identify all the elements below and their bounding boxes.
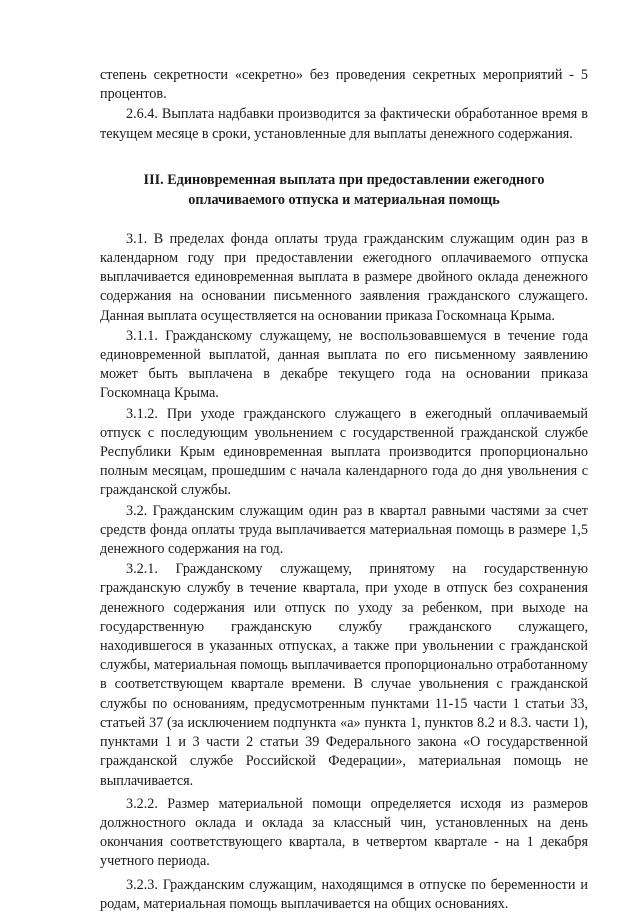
paragraph-3-1-2: 3.1.2. При уходе гражданского служащего в ежегодный оплачиваемый отпуск с последующим увольнением с государственной гражданской службе Республики Крым единовременная выплата производится пропорционально полным месяцам, прошедшим с начала календарного года до дня увольнения с гражданской службы. (100, 405, 588, 499)
section-heading-line2: оплачиваемого отпуска и материальная помощь (188, 191, 500, 208)
paragraph-3-2-2: 3.2.2. Размер материальной помощи определяется исходя из размеров должностного оклада и оклада за классный чин, установленных на день окончания соответствующего квартала, в четвертом квартале - на 1 декабря учетного периода. (100, 795, 588, 870)
section-heading (100, 170, 588, 210)
paragraph-3-1: 3.1. В пределах фонда оплаты труда гражданским служащим один раз в календарном году при предоставлении ежегодного оплачиваемого отпуска выплачивается единовременная выплата в размере двойного оклада денежного содержания на основании письменного заявления гражданского служащего. Данная выплата осуществляется на основании приказа Госкомнаца Крыма. (100, 230, 588, 324)
paragraph-continuation: степень секретности «секретно» без проведения секретных мероприятий - 5 процентов. (100, 67, 588, 103)
section-heading-line1: III. Единовременная выплата при предоставлении ежегодного (143, 171, 545, 188)
paragraph-3-2-3: 3.2.3. Гражданским служащим, находящимся в отпуске по беременности и родам, материальная помощь выплачивается на общих основаниях. (100, 876, 588, 912)
paragraph-2-6-4: 2.6.4. Выплата надбавки производится за фактически обработанное время в текущем месяце в сроки, установленные для выплаты денежного содержания. (100, 106, 588, 142)
paragraph-3-2: 3.2. Гражданским служащим один раз в квартал равными частями за счет средств фонда оплаты труда выплачивается материальная помощь в размере 1,5 денежного содержания на год. (100, 502, 588, 558)
paragraph-3-1-1: 3.1.1. Гражданскому служащему, не воспользовавшемуся в течение года единовременной выплатой, данная выплата по его письменному заявлению может быть выплачена в декабре текущего года на основании приказа Госкомнаца Крыма. (100, 327, 588, 402)
paragraph-3-2-1: 3.2.1. Гражданскому служащему, принятому на государственную гражданскую службу в течение квартала, при уходе в отпуск без сохранения денежного содержания или отпуск по уходу за ребенком, при выходе на государственную гражданскую службу гражданского служащего, находившегося в указанных отпусках, а также при увольнении с гражданской службы, материальная помощь выплачивается пропорционально отработанному в соответствующем квартале времени. В случае увольнения с гражданской службы по основаниям, предусмотренным пунктами 11-15 части 1 статьи 33, статьей 37 (за исключением подпункта «а» пункта 1, пунктов 8.2 и 8.3. части 1), пунктами 1 и 3 части 2 статьи 39 Федерального закона «О государственной гражданской службе Российской Федерации», материальная помощь не выплачивается. (100, 561, 588, 789)
document-page (100, 66, 588, 914)
